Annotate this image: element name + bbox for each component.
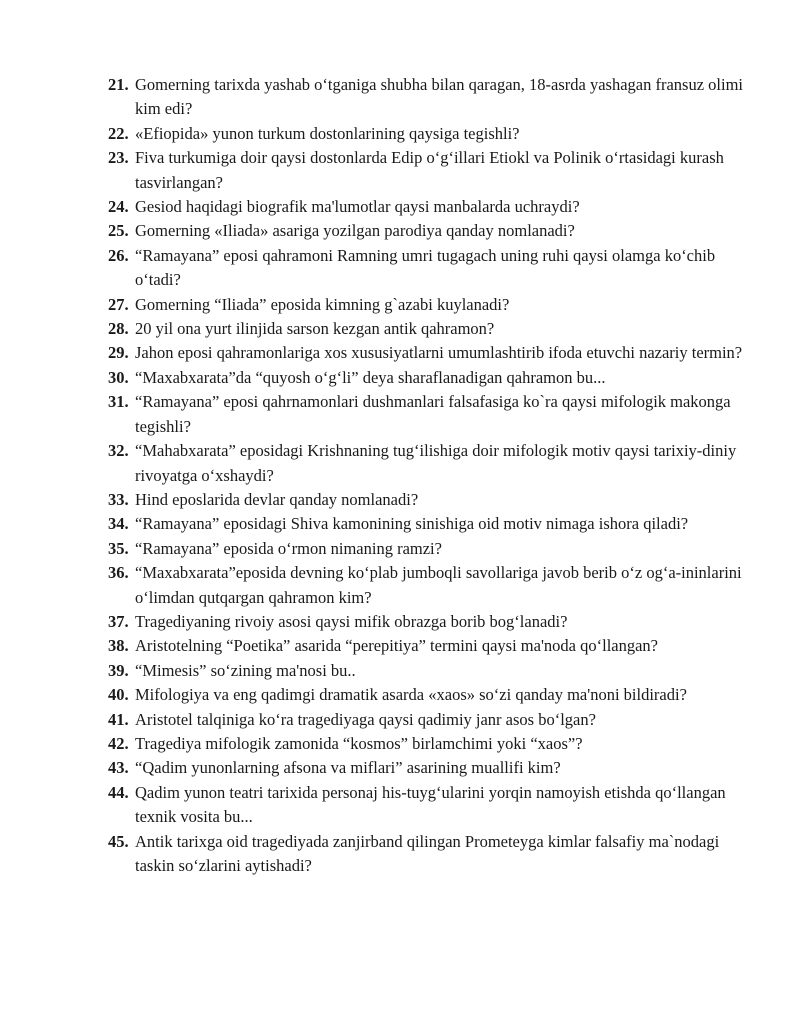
question-item bbox=[108, 756, 758, 780]
question-item bbox=[108, 293, 758, 317]
question-item bbox=[108, 390, 758, 439]
question-text: Gesiod haqidagi biografik ma'lumotlar qaysi manbalarda uchraydi? bbox=[135, 197, 580, 217]
question-number: 28. bbox=[108, 319, 129, 339]
question-number: 42. bbox=[108, 733, 129, 753]
question-list bbox=[108, 73, 758, 878]
question-text: Gomerning «Iliada» asariga yozilgan parodiya qanday nomlanadi? bbox=[135, 221, 575, 241]
question-text: “Ramayana” eposidagi Shiva kamonining sinishiga oid motiv nimaga ishora qiladi? bbox=[135, 514, 689, 534]
question-item bbox=[108, 781, 758, 830]
question-text: “Maxabxarata”eposida devning ko‘plab jumboqli savollariga javob berib o‘z og‘a-ininlarini o‘limdan qutqargan qahramon kim? bbox=[135, 563, 742, 607]
question-item bbox=[108, 683, 758, 707]
question-number: 31. bbox=[108, 392, 129, 412]
question-item bbox=[108, 195, 758, 219]
question-item bbox=[108, 732, 758, 756]
question-text: “Mahabxarata” eposidagi Krishnaning tug‘ilishiga doir mifologik motiv qaysi tarixiy-diniy rivoyatga o‘xshaydi? bbox=[135, 441, 737, 485]
question-text: “Ramayana” eposi qahrnamonlari dushmanlari falsafasiga ko`ra qaysi mifologik makonga tegishli? bbox=[135, 392, 731, 436]
question-text: “Maxabxarata”da “quyosh o‘g‘li” deya sharaflanadigan qahramon bu... bbox=[135, 367, 606, 387]
question-number: 33. bbox=[108, 489, 129, 509]
question-text: Gomerning “Iliada” eposida kimning g`azabi kuylanadi? bbox=[135, 294, 510, 314]
question-text: “Ramayana” eposi qahramoni Ramning umri tugagach uning ruhi qaysi olamga ko‘chib o‘tadi? bbox=[135, 245, 716, 290]
question-number: 38. bbox=[108, 636, 129, 656]
question-number: 26. bbox=[108, 245, 129, 265]
question-text: Aristotelning “Poetika” asarida “perepitiya” termini qaysi ma'noda qo‘llangan? bbox=[135, 636, 658, 656]
question-text: Mifologiya va eng qadimgi dramatik asarda «xaos» so‘zi qanday ma'noni bildiradi? bbox=[135, 685, 687, 705]
question-item bbox=[108, 659, 758, 683]
question-item bbox=[108, 634, 758, 658]
question-item bbox=[108, 146, 758, 195]
question-text: Hind eposlarida devlar qanday nomlanadi? bbox=[135, 489, 419, 509]
question-number: 43. bbox=[108, 758, 129, 778]
question-item bbox=[108, 488, 758, 512]
question-text: «Efiopida» yunon turkum dostonlarining qaysiga tegishli? bbox=[135, 123, 520, 143]
question-number: 45. bbox=[108, 831, 129, 851]
question-item bbox=[108, 512, 758, 536]
question-item bbox=[108, 561, 758, 610]
question-text: Antik tarixga oid tragediyada zanjirband qilingan Prometeyga kimlar falsafiy ma`nodagi taskin so‘zlarini aytishadi? bbox=[135, 831, 720, 875]
question-number: 27. bbox=[108, 294, 129, 314]
question-item bbox=[108, 708, 758, 732]
question-item bbox=[108, 537, 758, 561]
question-item bbox=[108, 317, 758, 341]
question-text: Tragediyaning rivoiy asosi qaysi mifik obrazga borib bog‘lanadi? bbox=[135, 611, 568, 631]
question-item bbox=[108, 610, 758, 634]
question-number: 30. bbox=[108, 367, 129, 387]
question-number: 41. bbox=[108, 709, 129, 729]
question-text: Jahon eposi qahramonlariga xos xususiyatlarni umumlashtirib ifoda etuvchi nazariy termin? bbox=[135, 343, 743, 363]
question-number: 23. bbox=[108, 148, 129, 168]
question-text: Aristotel talqiniga ko‘ra tragediyaga qaysi qadimiy janr asos bo‘lgan? bbox=[135, 709, 596, 729]
question-number: 21. bbox=[108, 75, 129, 94]
question-item bbox=[108, 122, 758, 146]
question-text: “Ramayana” eposida o‘rmon nimaning ramzi? bbox=[135, 538, 442, 558]
question-number: 24. bbox=[108, 197, 129, 217]
question-number: 35. bbox=[108, 538, 129, 558]
question-number: 36. bbox=[108, 563, 129, 583]
question-text: “Qadim yunonlarning afsona va miflari” asarining muallifi kim? bbox=[135, 758, 561, 778]
question-text: Gomerning tarixda yashab o‘tganiga shubha bilan qaragan, 18-asrda yashagan fransuz olimi kim edi? bbox=[135, 75, 744, 119]
question-item bbox=[108, 341, 758, 365]
question-number: 44. bbox=[108, 782, 129, 802]
question-number: 29. bbox=[108, 343, 129, 363]
question-item bbox=[108, 366, 758, 390]
question-number: 32. bbox=[108, 441, 129, 461]
question-number: 39. bbox=[108, 660, 129, 680]
question-number: 40. bbox=[108, 685, 129, 705]
question-item bbox=[108, 219, 758, 243]
question-text: Tragediya mifologik zamonida “kosmos” birlamchimi yoki “xaos”? bbox=[135, 733, 583, 753]
question-item bbox=[108, 244, 758, 293]
question-text: Qadim yunon teatri tarixida personaj his-tuyg‘ularini yorqin namoyish etishda qo‘llangan texnik vosita bu... bbox=[135, 782, 726, 827]
question-number: 22. bbox=[108, 123, 129, 143]
question-number: 25. bbox=[108, 221, 129, 241]
question-text: 20 yil ona yurt ilinjida sarson kezgan antik qahramon? bbox=[135, 319, 495, 339]
question-number: 34. bbox=[108, 514, 129, 534]
question-text: “Mimesis” so‘zining ma'nosi bu.. bbox=[135, 660, 356, 680]
question-text: Fiva turkumiga doir qaysi dostonlarda Edip o‘g‘illari Etiokl va Polinik o‘rtasidagi kurash tasvirlangan? bbox=[135, 148, 724, 192]
question-item bbox=[108, 73, 758, 122]
question-number: 37. bbox=[108, 611, 129, 631]
question-item bbox=[108, 439, 758, 488]
question-item bbox=[108, 830, 758, 879]
